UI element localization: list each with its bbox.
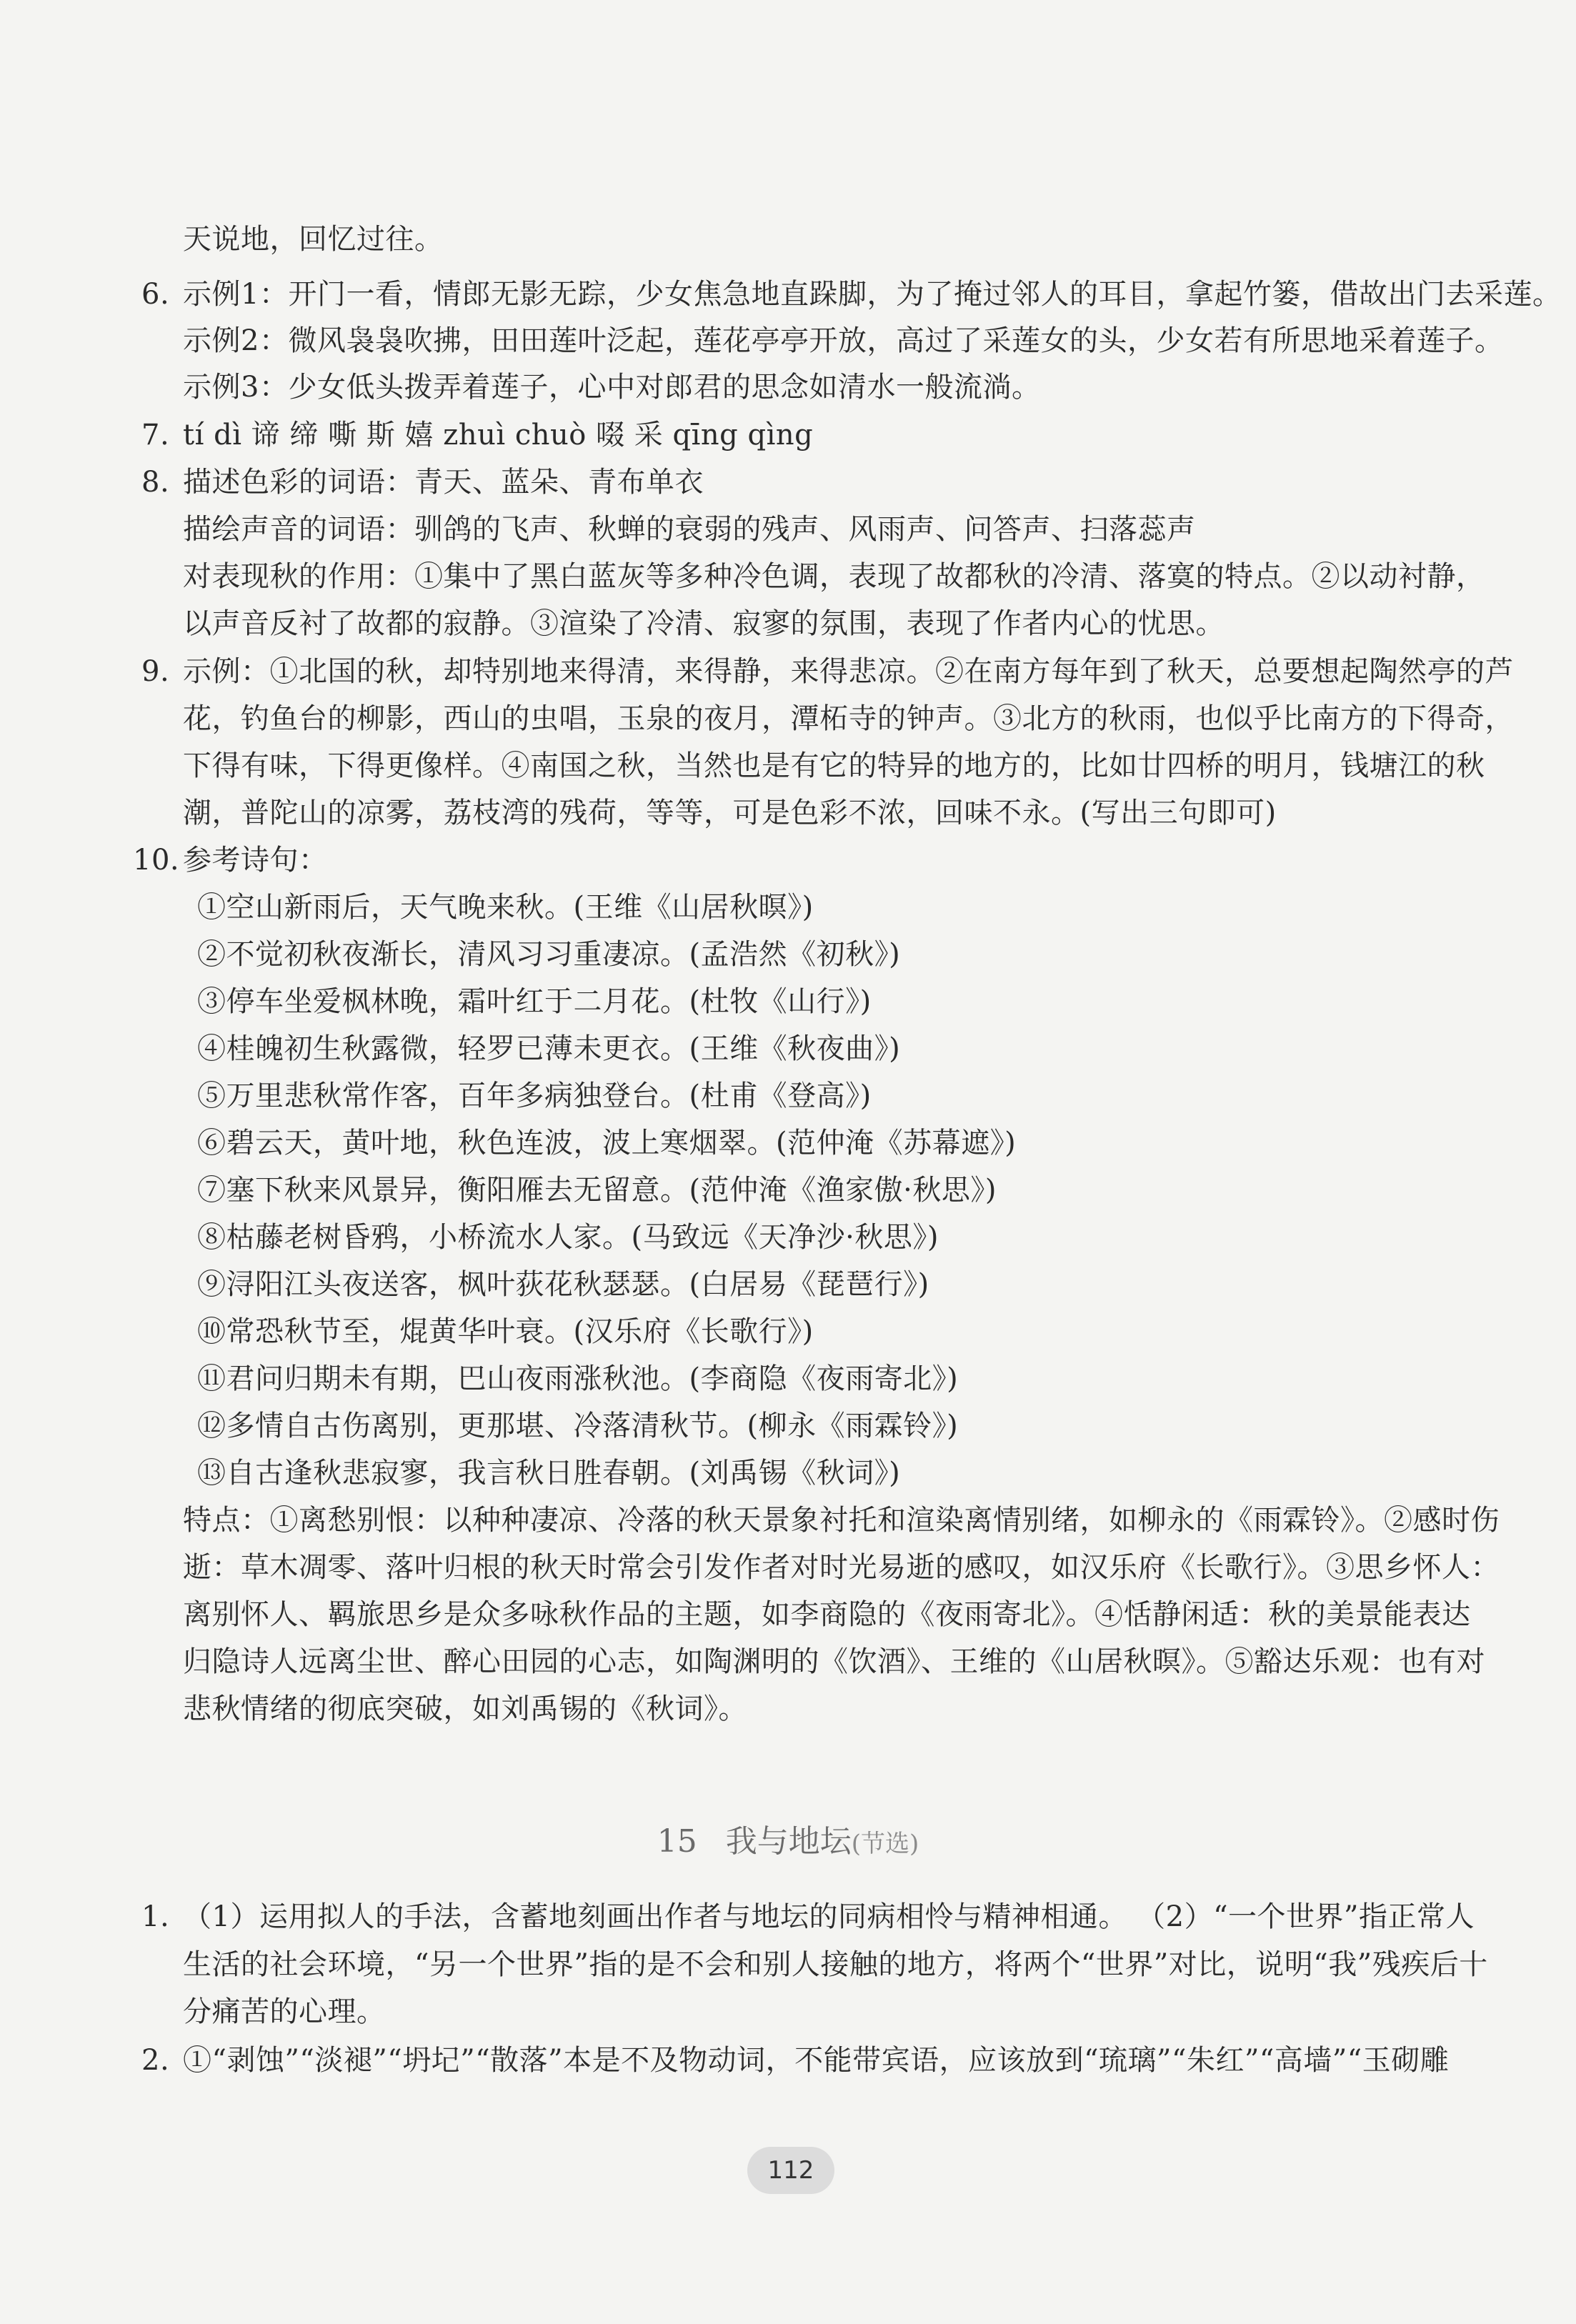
item-number: 1. (141, 1900, 170, 1933)
line-text: 参考诗句： (183, 844, 328, 877)
item-number: 6. (141, 278, 170, 311)
line-text: 下得有味，下得更像样。④南国之秋，当然也是有它的特异的地方的，比如廿四桥的明月，钱塘江的秋 (183, 749, 1485, 782)
item-number: 9. (141, 655, 170, 688)
line-text: ①“剥蚀”“淡褪”“坍圮”“散落”本是不及物动词，不能带宾语，应该放到“琉璃”“朱红”“高墙”“玉砌雕 (183, 2044, 1450, 2077)
item-number: 2. (141, 2044, 170, 2077)
section-number: 15 (657, 1823, 697, 1860)
line-text: 对表现秋的作用：①集中了黑白蓝灰等多种冷色调，表现了故都秋的冷清、落寞的特点。②以动衬静， (183, 560, 1485, 593)
line-text: ⑪君问归期未有期，巴山夜雨涨秋池。(李商隐《夜雨寄北》) (197, 1362, 959, 1395)
line-text: ④桂魄初生秋露微，轻罗已薄未更衣。(王维《秋夜曲》) (197, 1032, 901, 1065)
line-text: 特点：①离愁别恨：以种种凄凉、冷落的秋天景象衬托和渲染离情别绪，如柳永的《雨霖铃》。②感时伤 (183, 1504, 1500, 1537)
line-text: ③停车坐爱枫林晚，霜叶红于二月花。(杜牧《山行》) (197, 985, 872, 1018)
line-text: ①空山新雨后，天气晚来秋。(王维《山居秋暝》) (197, 891, 814, 924)
line-text: 花，钓鱼台的柳影，西山的虫唱，玉泉的夜月，潭柘寺的钟声。③北方的秋雨，也似乎比南方的下得奇， (183, 702, 1514, 735)
line-text: 归隐诗人远离尘世、醉心田园的心志，如陶渊明的《饮酒》、王维的《山居秋暝》。⑤豁达乐观：也有对 (183, 1645, 1485, 1678)
line-text: 示例：①北国的秋，却特别地来得清，来得静，来得悲凉。②在南方每年到了秋天，总要想起陶然亭的芦 (183, 655, 1514, 688)
section-heading (0, 1820, 1576, 1865)
page-number-badge: 112 (747, 2147, 834, 2194)
line-text: （1）运用拟人的手法，含蓄地刻画出作者与地坛的同病相怜与精神相通。 （2）“一个世界”指正常人 (183, 1900, 1475, 1933)
line-text: ⑬自古逢秋悲寂寥，我言秋日胜春朝。(刘禹锡《秋词》) (197, 1457, 901, 1490)
line-text: 示例1：开门一看，情郎无影无踪，少女焦急地直跺脚，为了掩过邻人的耳目，拿起竹篓，借故出门去采莲。 (183, 278, 1562, 311)
section-subtitle: (节选) (851, 1830, 919, 1858)
line-text: ⑧枯藤老树昏鸦，小桥流水人家。(马致远《天净沙·秋思》) (197, 1221, 939, 1254)
line-text: 离别怀人、羁旅思乡是众多咏秋作品的主题，如李商隐的《夜雨寄北》。④恬静闲适：秋的美景能表达 (183, 1598, 1471, 1631)
line-text: ⑨浔阳江头夜送客，枫叶荻花秋瑟瑟。(白居易《琵琶行》) (197, 1268, 929, 1301)
line-text: 以声音反衬了故都的寂静。③渲染了冷清、寂寥的氛围，表现了作者内心的忧思。 (183, 607, 1225, 640)
line-text: 分痛苦的心理。 (183, 1995, 386, 2028)
line-text: 示例2：微风袅袅吹拂，田田莲叶泛起，莲花亭亭开放，高过了采莲女的头，少女若有所思地采着莲子。 (183, 324, 1504, 357)
line-text: ⑩常恐秋节至，焜黄华叶衰。(汉乐府《长歌行》) (197, 1315, 814, 1348)
item-number: 10. (133, 844, 180, 877)
line-text: 逝：草木凋零、落叶归根的秋天时常会引发作者对时光易逝的感叹，如汉乐府《长歌行》。③思乡怀人： (183, 1551, 1500, 1584)
line-text: 描绘声音的词语：驯鸽的飞声、秋蝉的衰弱的残声、风雨声、问答声、扫落蕊声 (183, 513, 1196, 546)
line-text: 描述色彩的词语：青天、蓝朵、青布单衣 (183, 466, 704, 499)
section-title: 我与地坛 (725, 1823, 852, 1860)
item-number: 8. (141, 466, 170, 499)
line-text: 悲秋情绪的彻底突破，如刘禹锡的《秋词》。 (183, 1692, 747, 1725)
line-text: 潮，普陀山的凉雾，荔枝湾的残荷，等等，可是色彩不浓，回味不永。(写出三句即可) (183, 797, 1277, 829)
line-text: 生活的社会环境，“另一个世界”指的是不会和别人接触的地方，将两个“世界”对比，说明“我”残疾后十 (183, 1948, 1488, 1981)
item-number: 7. (141, 419, 170, 452)
line-text: 示例3：少女低头拨弄着莲子，心中对郎君的思念如清水一般流淌。 (183, 371, 1041, 404)
line-text: ⑦塞下秋来风景异，衡阳雁去无留意。(范仲淹《渔家傲·秋思》) (197, 1174, 997, 1207)
line-text: 天说地，回忆过往。 (183, 223, 444, 256)
line-text: ②不觉初秋夜渐长，清风习习重凄凉。(孟浩然《初秋》) (197, 938, 901, 971)
line-text: ⑫多情自古伤离别，更那堪、冷落清秋节。(柳永《雨霖铃》) (197, 1410, 959, 1442)
line-text: tí dì 谛 缔 嘶 斯 嬉 zhuì chuò 啜 采 qīng qìng (183, 419, 814, 452)
line-text: ⑥碧云天，黄叶地，秋色连波，波上寒烟翠。(范仲淹《苏幕遮》) (197, 1127, 1017, 1159)
line-text: ⑤万里悲秋常作客，百年多病独登台。(杜甫《登高》) (197, 1079, 872, 1112)
